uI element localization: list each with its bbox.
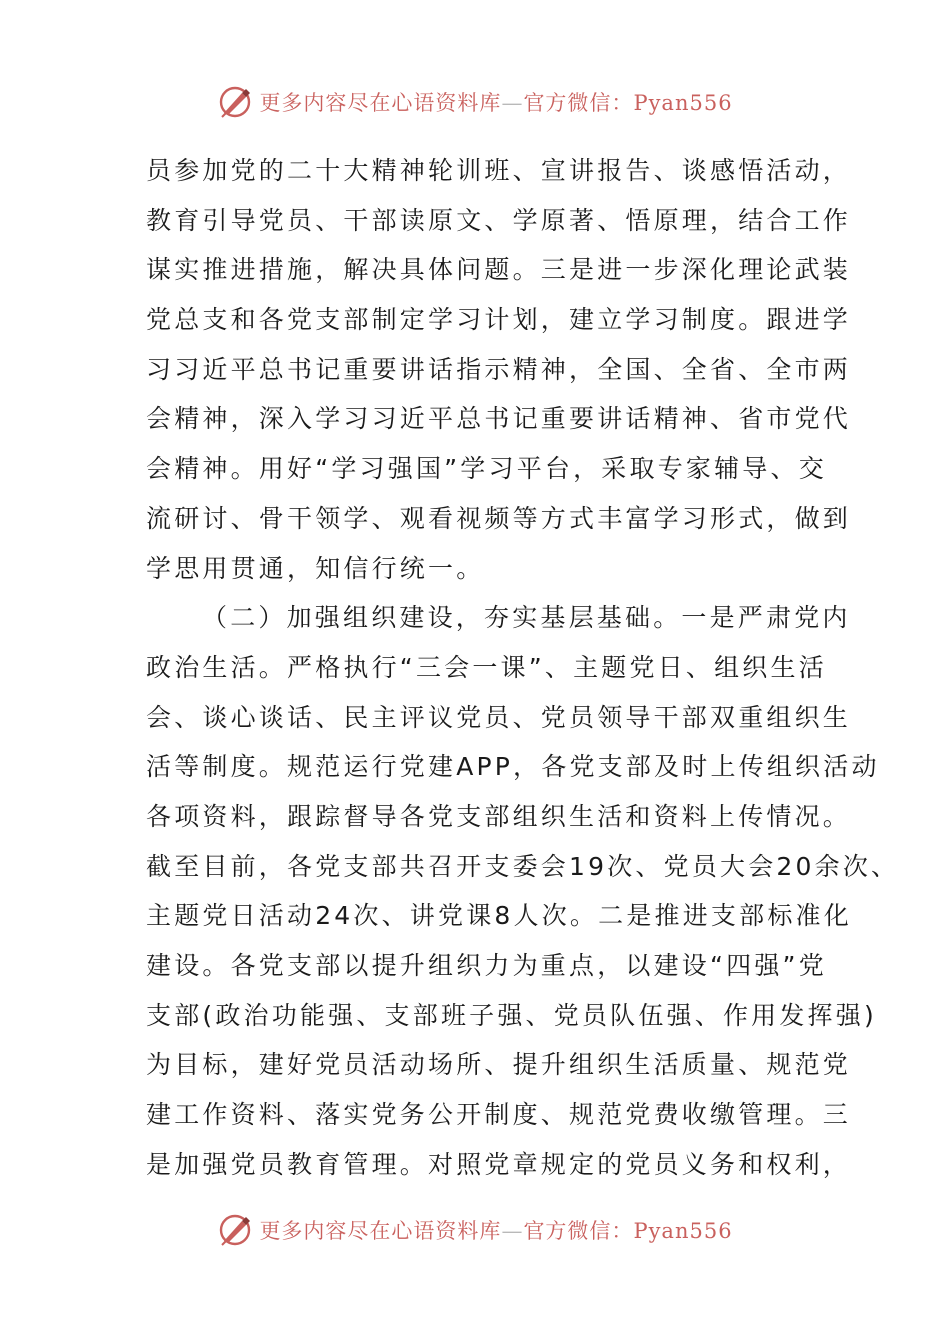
body-line: 各项资料，跟踪督导各党支部组织生活和资料上传情况。 — [146, 801, 852, 831]
body-line: 会精神，深入学习习近平总书记重要讲话精神、省市党代 — [146, 404, 852, 434]
watermark-text — [259, 87, 732, 117]
pen-nib-circle-icon — [217, 84, 253, 120]
watermark-separator: — — [501, 1219, 524, 1243]
watermark-text — [259, 1215, 732, 1245]
body-line: 谋实推进措施，解决具体问题。三是进一步深化理论武装 — [146, 255, 852, 285]
body-line: 活等制度。规范运行党建APP，各党支部及时上传组织活动 — [146, 752, 880, 782]
watermark-official-label: 官方微信： — [523, 91, 634, 115]
pen-nib-circle-icon — [217, 1212, 253, 1248]
body-line: 党总支和各党支部制定学习计划，建立学习制度。跟进学 — [146, 305, 852, 335]
watermark-official-label: 官方微信： — [523, 1219, 634, 1243]
body-line: 教育引导党员、干部读原文、学原著、悟原理，结合工作 — [146, 205, 852, 235]
watermark-separator: — — [501, 91, 524, 115]
body-line: 习习近平总书记重要讲话指示精神，全国、全省、全市两 — [146, 354, 852, 384]
body-line: 政治生活。严格执行“三会一课”、主题党日、组织生活 — [146, 652, 827, 682]
watermark-brand: 更多内容尽在心语资料库 — [259, 91, 502, 115]
header-watermark — [0, 82, 950, 122]
body-line: 会精神。用好“学习强国”学习平台，采取专家辅导、交 — [146, 454, 827, 484]
body-line: 会、谈心谈话、民主评议党员、党员领导干部双重组织生 — [146, 702, 852, 732]
watermark-account: Pyan556 — [633, 1219, 733, 1243]
body-line: 建设。各党支部以提升组织力为重点，以建设“四强”党 — [146, 951, 827, 980]
body-line: 流研讨、骨干领学、观看视频等方式丰富学习形式，做到 — [146, 503, 852, 533]
body-line: 学思用贯通，知信行统一。 — [146, 553, 485, 583]
document-body — [146, 146, 900, 1189]
body-line: 为目标，建好党员活动场所、提升组织生活质量、规范党 — [146, 1050, 852, 1080]
body-line: 是加强党员教育管理。对照党章规定的党员义务和权利， — [146, 1149, 852, 1179]
body-line: 建工作资料、落实党务公开制度、规范党费收缴管理。三 — [146, 1100, 852, 1130]
section-heading-line: （二）加强组织建设，夯实基层基础。一是严肃党内 — [202, 603, 851, 633]
watermark-brand: 更多内容尽在心语资料库 — [259, 1219, 502, 1243]
footer-watermark — [0, 1210, 950, 1250]
body-line: 员参加党的二十大精神轮训班、宣讲报告、谈感悟活动， — [146, 156, 852, 185]
body-line: 支部(政治功能强、支部班子强、党员队伍强、作用发挥强) — [146, 1000, 877, 1030]
watermark-account: Pyan556 — [633, 91, 733, 115]
body-line: 主题党日活动24次、讲党课8人次。二是推进支部标准化 — [146, 901, 852, 931]
body-line: 截至目前，各党支部共召开支委会19次、党员大会20余次、 — [146, 851, 900, 881]
